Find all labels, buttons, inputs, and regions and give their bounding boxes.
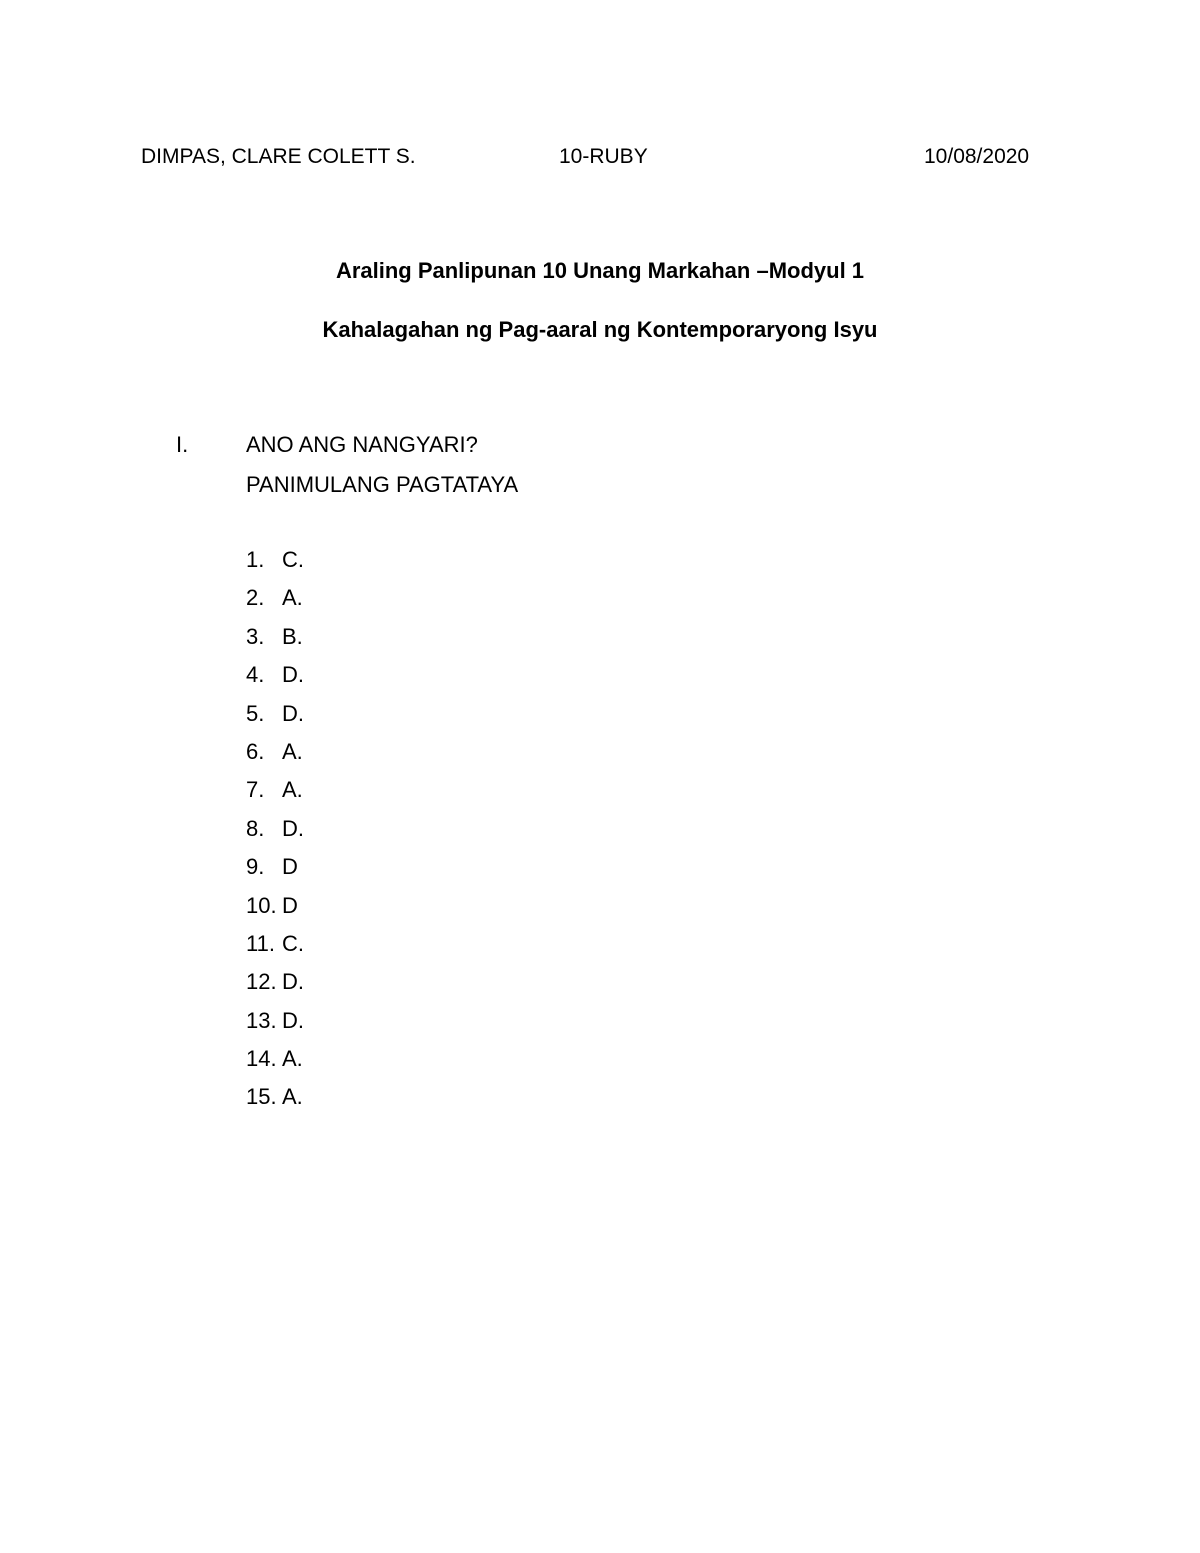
answer-number: 12. bbox=[246, 969, 277, 995]
answer-number: 9. bbox=[246, 854, 265, 880]
class-section: 10-RUBY bbox=[559, 145, 648, 168]
answer-number: 4. bbox=[246, 662, 265, 688]
answer-value: D. bbox=[282, 700, 304, 726]
answer-number: 5. bbox=[246, 700, 265, 726]
section-title: ANO ANG NANGYARI? bbox=[246, 432, 478, 457]
answer-value: D. bbox=[282, 815, 304, 841]
section-number: I. bbox=[176, 432, 189, 457]
answer-value: C. bbox=[282, 547, 304, 572]
answer-number: 2. bbox=[246, 585, 265, 611]
answer-value: B. bbox=[282, 623, 303, 649]
section-subtitle: PANIMULANG PAGTATAYA bbox=[246, 472, 519, 497]
answer-number: 10. bbox=[246, 892, 277, 918]
answer-value: A. bbox=[282, 585, 303, 611]
answer-number: 3. bbox=[246, 623, 265, 649]
answer-value: D. bbox=[282, 662, 304, 688]
answer-number: 8. bbox=[246, 815, 265, 841]
answer-value: D. bbox=[282, 1007, 304, 1033]
answer-value: A. bbox=[282, 1046, 303, 1072]
answer-number: 15. bbox=[246, 1084, 277, 1110]
document-date: 10/08/2020 bbox=[924, 145, 1030, 168]
answer-value: A. bbox=[282, 777, 303, 803]
answer-number: 14. bbox=[246, 1046, 277, 1072]
student-name: DIMPAS, CLARE COLETT S. bbox=[141, 145, 416, 168]
answer-number: 6. bbox=[246, 738, 265, 764]
answer-value: C. bbox=[282, 930, 304, 956]
answer-value: A. bbox=[282, 1084, 303, 1110]
answer-number: 1. bbox=[246, 547, 265, 572]
answer-number: 11. bbox=[246, 930, 275, 956]
answer-value: D. bbox=[282, 969, 304, 995]
answer-value: D bbox=[282, 854, 298, 880]
answer-value: D bbox=[282, 892, 298, 918]
answer-number: 7. bbox=[246, 777, 265, 803]
answer-value: A. bbox=[282, 738, 303, 764]
document-subtitle: Kahalagahan ng Pag-aaral ng Kontemporaryong Isyu bbox=[322, 317, 878, 342]
answer-number: 13. bbox=[246, 1007, 277, 1033]
document-title: Araling Panlipunan 10 Unang Markahan –Modyul 1 bbox=[335, 258, 865, 283]
